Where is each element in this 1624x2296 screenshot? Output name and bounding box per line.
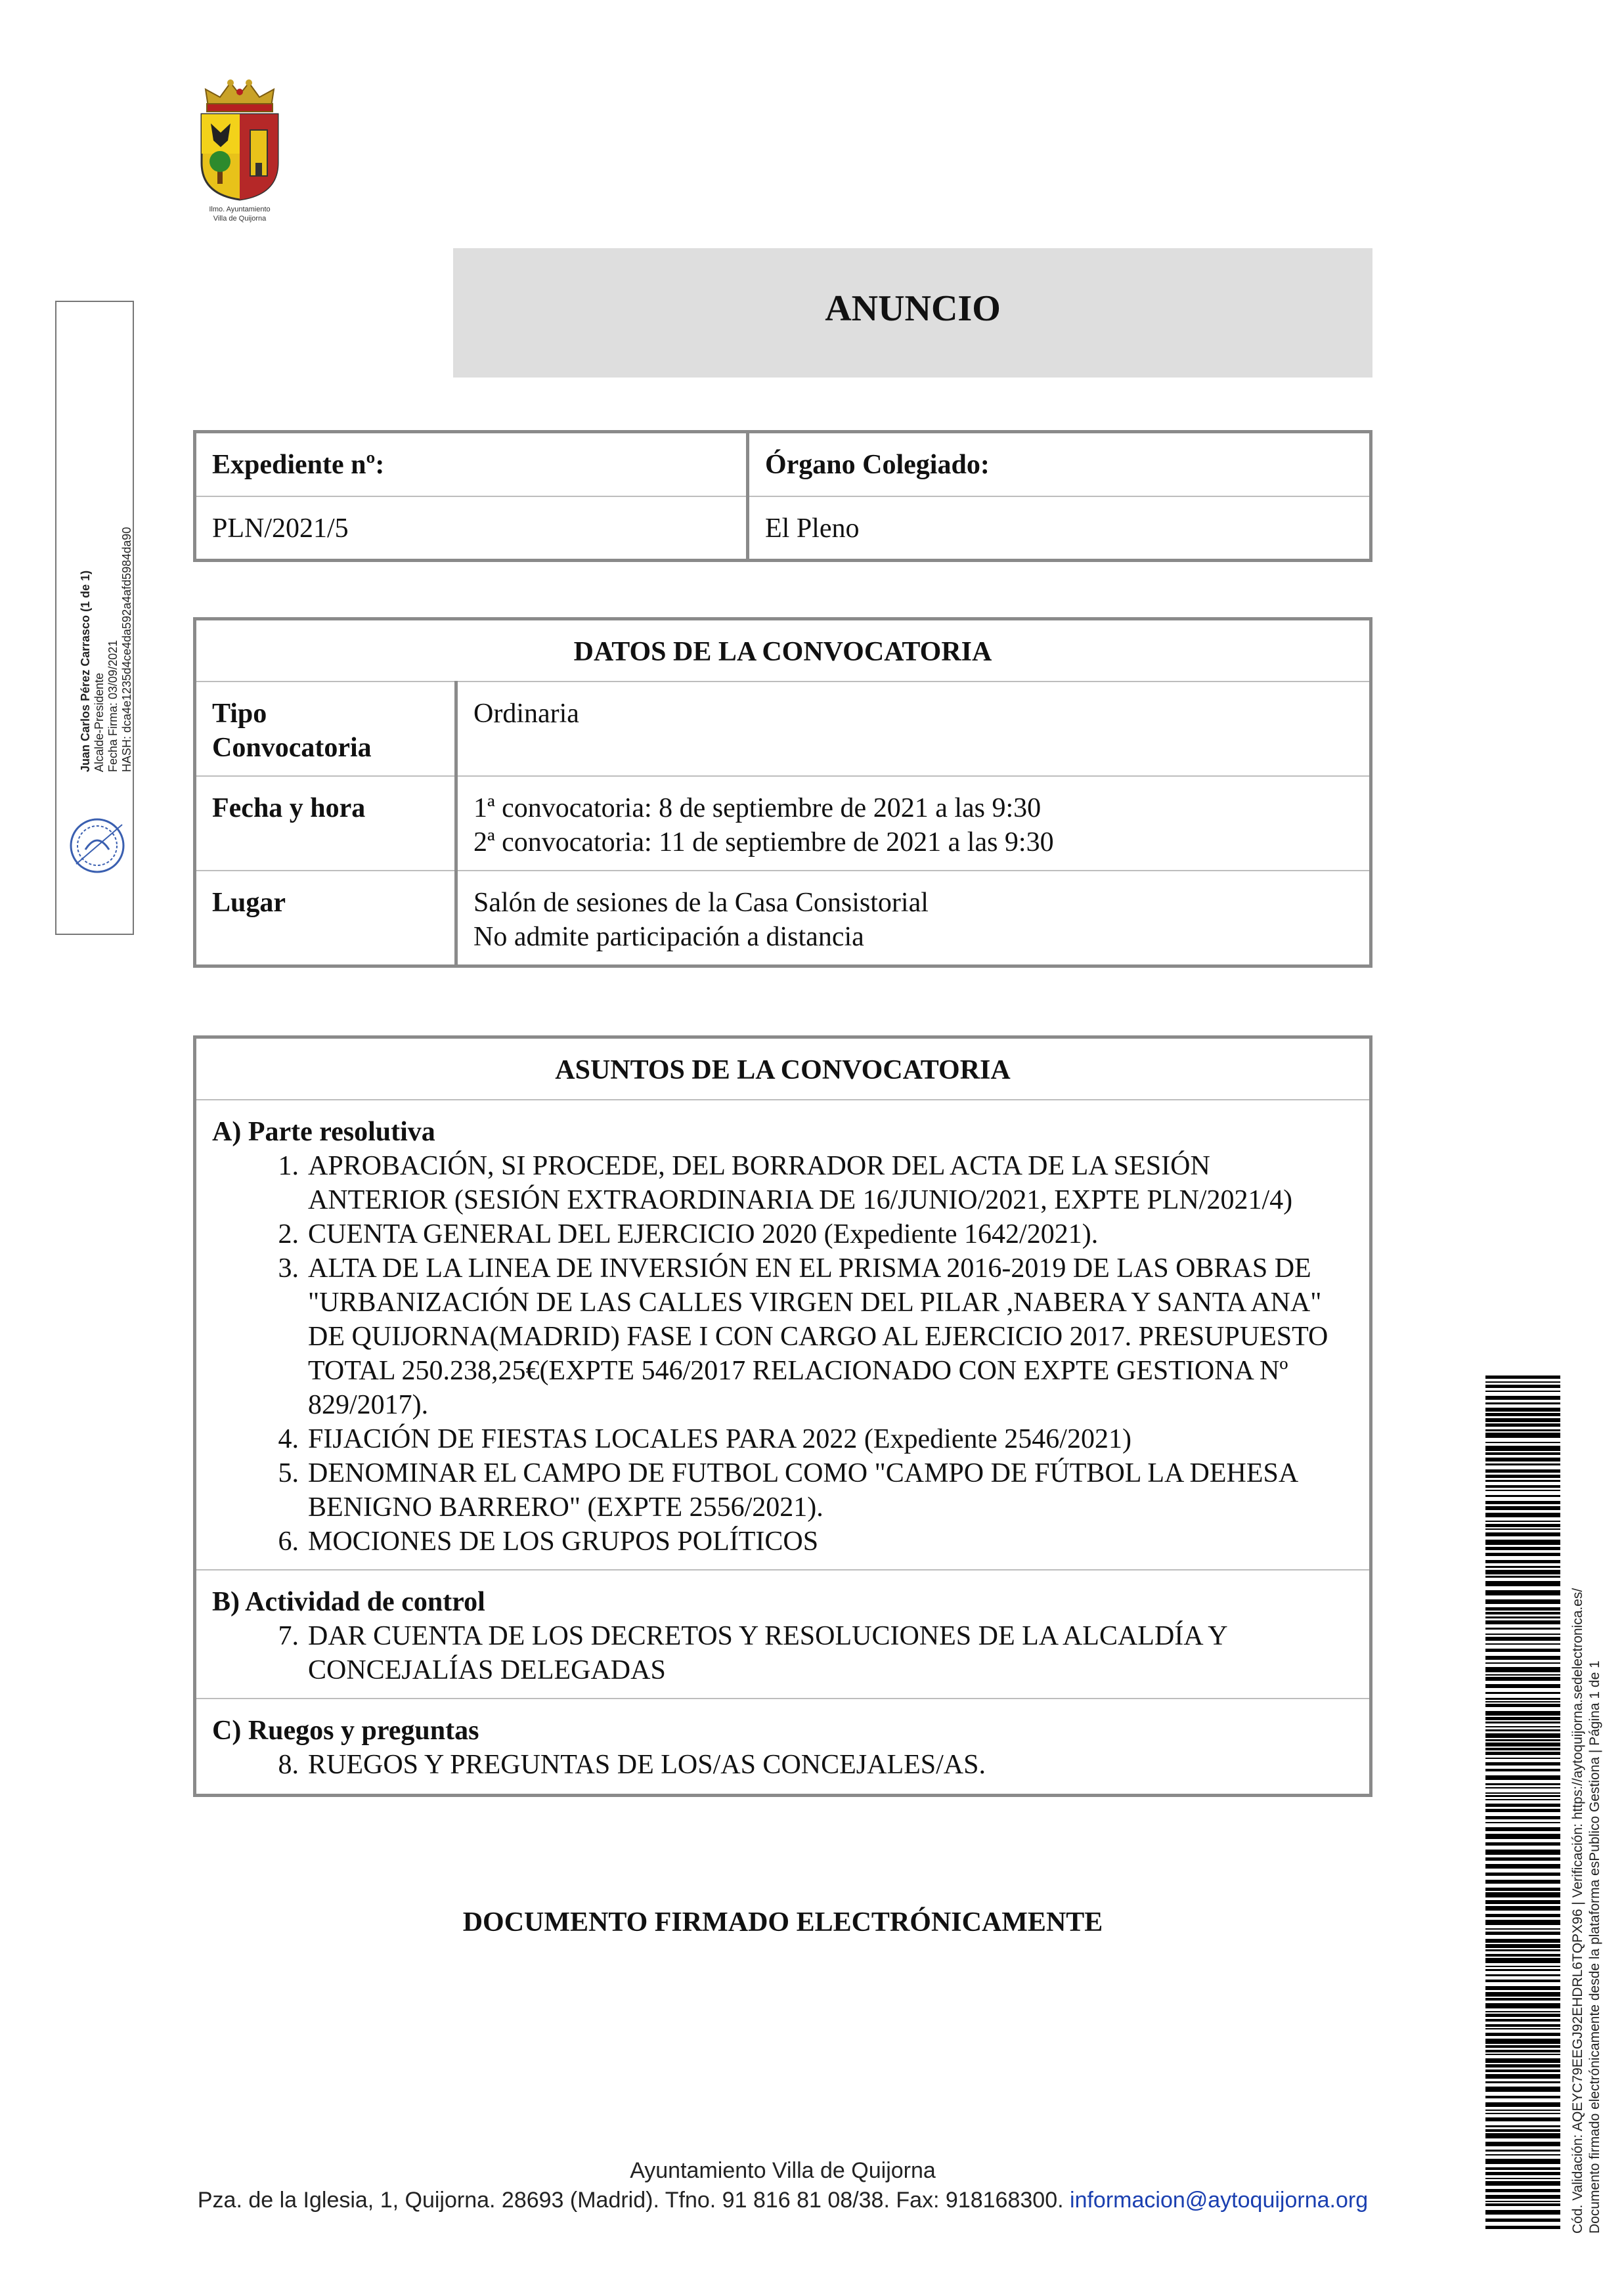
item-text: CUENTA GENERAL DEL EJERCICIO 2020 (Expediente 1642/2021). xyxy=(308,1219,1099,1249)
table-row xyxy=(195,776,1371,871)
verification-line1: Cód. Validación: AQEYC79EEGJ92EHDRL6TQPX96 | Verificación: https://aytoquijorna.sedelectronica.es/ xyxy=(1570,1588,1585,2234)
logo-caption xyxy=(187,205,292,223)
datos-convocatoria-table xyxy=(193,617,1372,968)
tipo-label xyxy=(195,682,456,776)
signature-hash: HASH: dca4e1235d4ce4da592a4afd5984da90 xyxy=(120,527,133,772)
table-row xyxy=(195,682,1371,776)
section-title: A) Parte resolutiva xyxy=(212,1117,435,1147)
item-number: 7. xyxy=(278,1621,299,1651)
logo-caption-line1: Ilmo. Ayuntamiento xyxy=(209,206,271,213)
item-number: 8. xyxy=(278,1750,299,1780)
signed-notice: DOCUMENTO FIRMADO ELECTRÓNICAMENTE xyxy=(462,1907,1103,1938)
tipo-value-line1: Ordinaria xyxy=(473,699,579,729)
item-number: 5. xyxy=(278,1458,299,1488)
footer-line2 xyxy=(171,2186,1395,2214)
organo-value: El Pleno xyxy=(748,496,1371,561)
asuntos-header: ASUNTOS DE LA CONVOCATORIA xyxy=(195,1037,1371,1100)
item-number: 6. xyxy=(278,1527,299,1557)
item-text: MOCIONES DE LOS GRUPOS POLÍTICOS xyxy=(308,1527,819,1557)
fecha-value-line1: 1ª convocatoria: 8 de septiembre de 2021 a las 9:30 xyxy=(473,793,1042,823)
tipo-label-line1: Tipo xyxy=(212,699,267,729)
lugar-value-line1: Salón de sesiones de la Casa Consistorial xyxy=(473,888,929,918)
item-text: DENOMINAR EL CAMPO DE FUTBOL COMO "CAMPO DE FÚTBOL LA DEHESA BENIGNO BARRERO" (EXPTE 2556/2021). xyxy=(308,1458,1297,1523)
asuntos-table xyxy=(193,1035,1372,1797)
lugar-label: Lugar xyxy=(195,871,456,966)
tipo-value xyxy=(456,682,1371,776)
list-item xyxy=(212,1251,1353,1422)
item-text: FIJACIÓN DE FIESTAS LOCALES PARA 2022 (Expediente 2546/2021) xyxy=(308,1424,1131,1454)
verification-text xyxy=(1569,1380,1604,2234)
signer-role: Alcalde-Presidente xyxy=(93,672,106,772)
item-text: ALTA DE LA LINEA DE INVERSIÓN EN EL PRISMA 2016-2019 DE LAS OBRAS DE "URBANIZACIÓN DE LAS CALLES VIRGEN DEL PILAR ,NABERA Y SANTA ANA" DE QUIJORNA(MADRID) FASE I CON CARGO AL EJERCICIO 2017. PRESUPUESTO TOTAL 250.238,25€(EXPTE 546/2017 RELACIONADO CON EXPTE GESTIONA Nº 829/2017). xyxy=(308,1253,1328,1420)
list-item xyxy=(212,1525,1353,1559)
fecha-label: Fecha y hora xyxy=(195,776,456,871)
footer-email-link[interactable]: informacion@aytoquijorna.org xyxy=(1070,2188,1369,2213)
signature-date: Fecha Firma: 03/09/2021 xyxy=(106,639,120,772)
lugar-value xyxy=(456,871,1371,966)
section-title: B) Actividad de control xyxy=(212,1587,485,1617)
section-title: C) Ruegos y preguntas xyxy=(212,1716,479,1746)
coat-of-arms-logo xyxy=(194,77,286,202)
logo-caption-line2: Villa de Quijorna xyxy=(213,215,267,223)
signature-text xyxy=(79,483,134,772)
list-item xyxy=(212,1456,1353,1525)
page-title: ANUNCIO xyxy=(825,288,1001,329)
footer-address: Pza. de la Iglesia, 1, Quijorna. 28693 (Madrid). Tfno. 91 816 81 08/38. Fax: 918168300. xyxy=(197,2188,1064,2213)
list-item xyxy=(212,1748,1353,1782)
section-ruegos-preguntas xyxy=(195,1699,1371,1796)
signature-seal-icon xyxy=(63,812,131,880)
barcode-icon xyxy=(1485,1375,1560,2229)
item-number: 3. xyxy=(278,1253,299,1284)
organo-label: Órgano Colegiado: xyxy=(748,432,1371,496)
item-number: 1. xyxy=(278,1151,299,1181)
table-row xyxy=(195,871,1371,966)
footer-line1: Ayuntamiento Villa de Quijorna xyxy=(630,2158,936,2183)
item-text: DAR CUENTA DE LOS DECRETOS Y RESOLUCIONES DE LA ALCALDÍA Y CONCEJALÍAS DELEGADAS xyxy=(308,1621,1227,1685)
lugar-value-line2: No admite participación a distancia xyxy=(473,922,864,952)
signer-name: Juan Carlos Pérez Carrasco (1 de 1) xyxy=(79,570,92,772)
tipo-label-line2: Convocatoria xyxy=(212,733,372,763)
item-text: APROBACIÓN, SI PROCEDE, DEL BORRADOR DEL ACTA DE LA SESIÓN ANTERIOR (SESIÓN EXTRAORDINARIA DE 16/JUNIO/2021, EXPTE PLN/2021/4) xyxy=(308,1151,1293,1215)
item-text: RUEGOS Y PREGUNTAS DE LOS/AS CONCEJALES/AS. xyxy=(308,1750,986,1780)
section-parte-resolutiva xyxy=(195,1100,1371,1570)
datos-header: DATOS DE LA CONVOCATORIA xyxy=(195,619,1371,682)
expediente-label: Expediente nº: xyxy=(195,432,748,496)
item-number: 2. xyxy=(278,1219,299,1249)
list-item xyxy=(212,1149,1353,1217)
list-item xyxy=(212,1619,1353,1687)
expediente-value: PLN/2021/5 xyxy=(195,496,748,561)
item-number: 4. xyxy=(278,1424,299,1454)
list-item xyxy=(212,1422,1353,1456)
section-actividad-control xyxy=(195,1570,1371,1699)
fecha-value xyxy=(456,776,1371,871)
expediente-table xyxy=(193,430,1372,562)
fecha-value-line2: 2ª convocatoria: 11 de septiembre de 2021 a las 9:30 xyxy=(473,827,1054,857)
list-item xyxy=(212,1217,1353,1251)
verification-line2: Documento firmado electrónicamente desde la plataforma esPublico Gestiona | Página 1 de 1 xyxy=(1587,1660,1602,2234)
